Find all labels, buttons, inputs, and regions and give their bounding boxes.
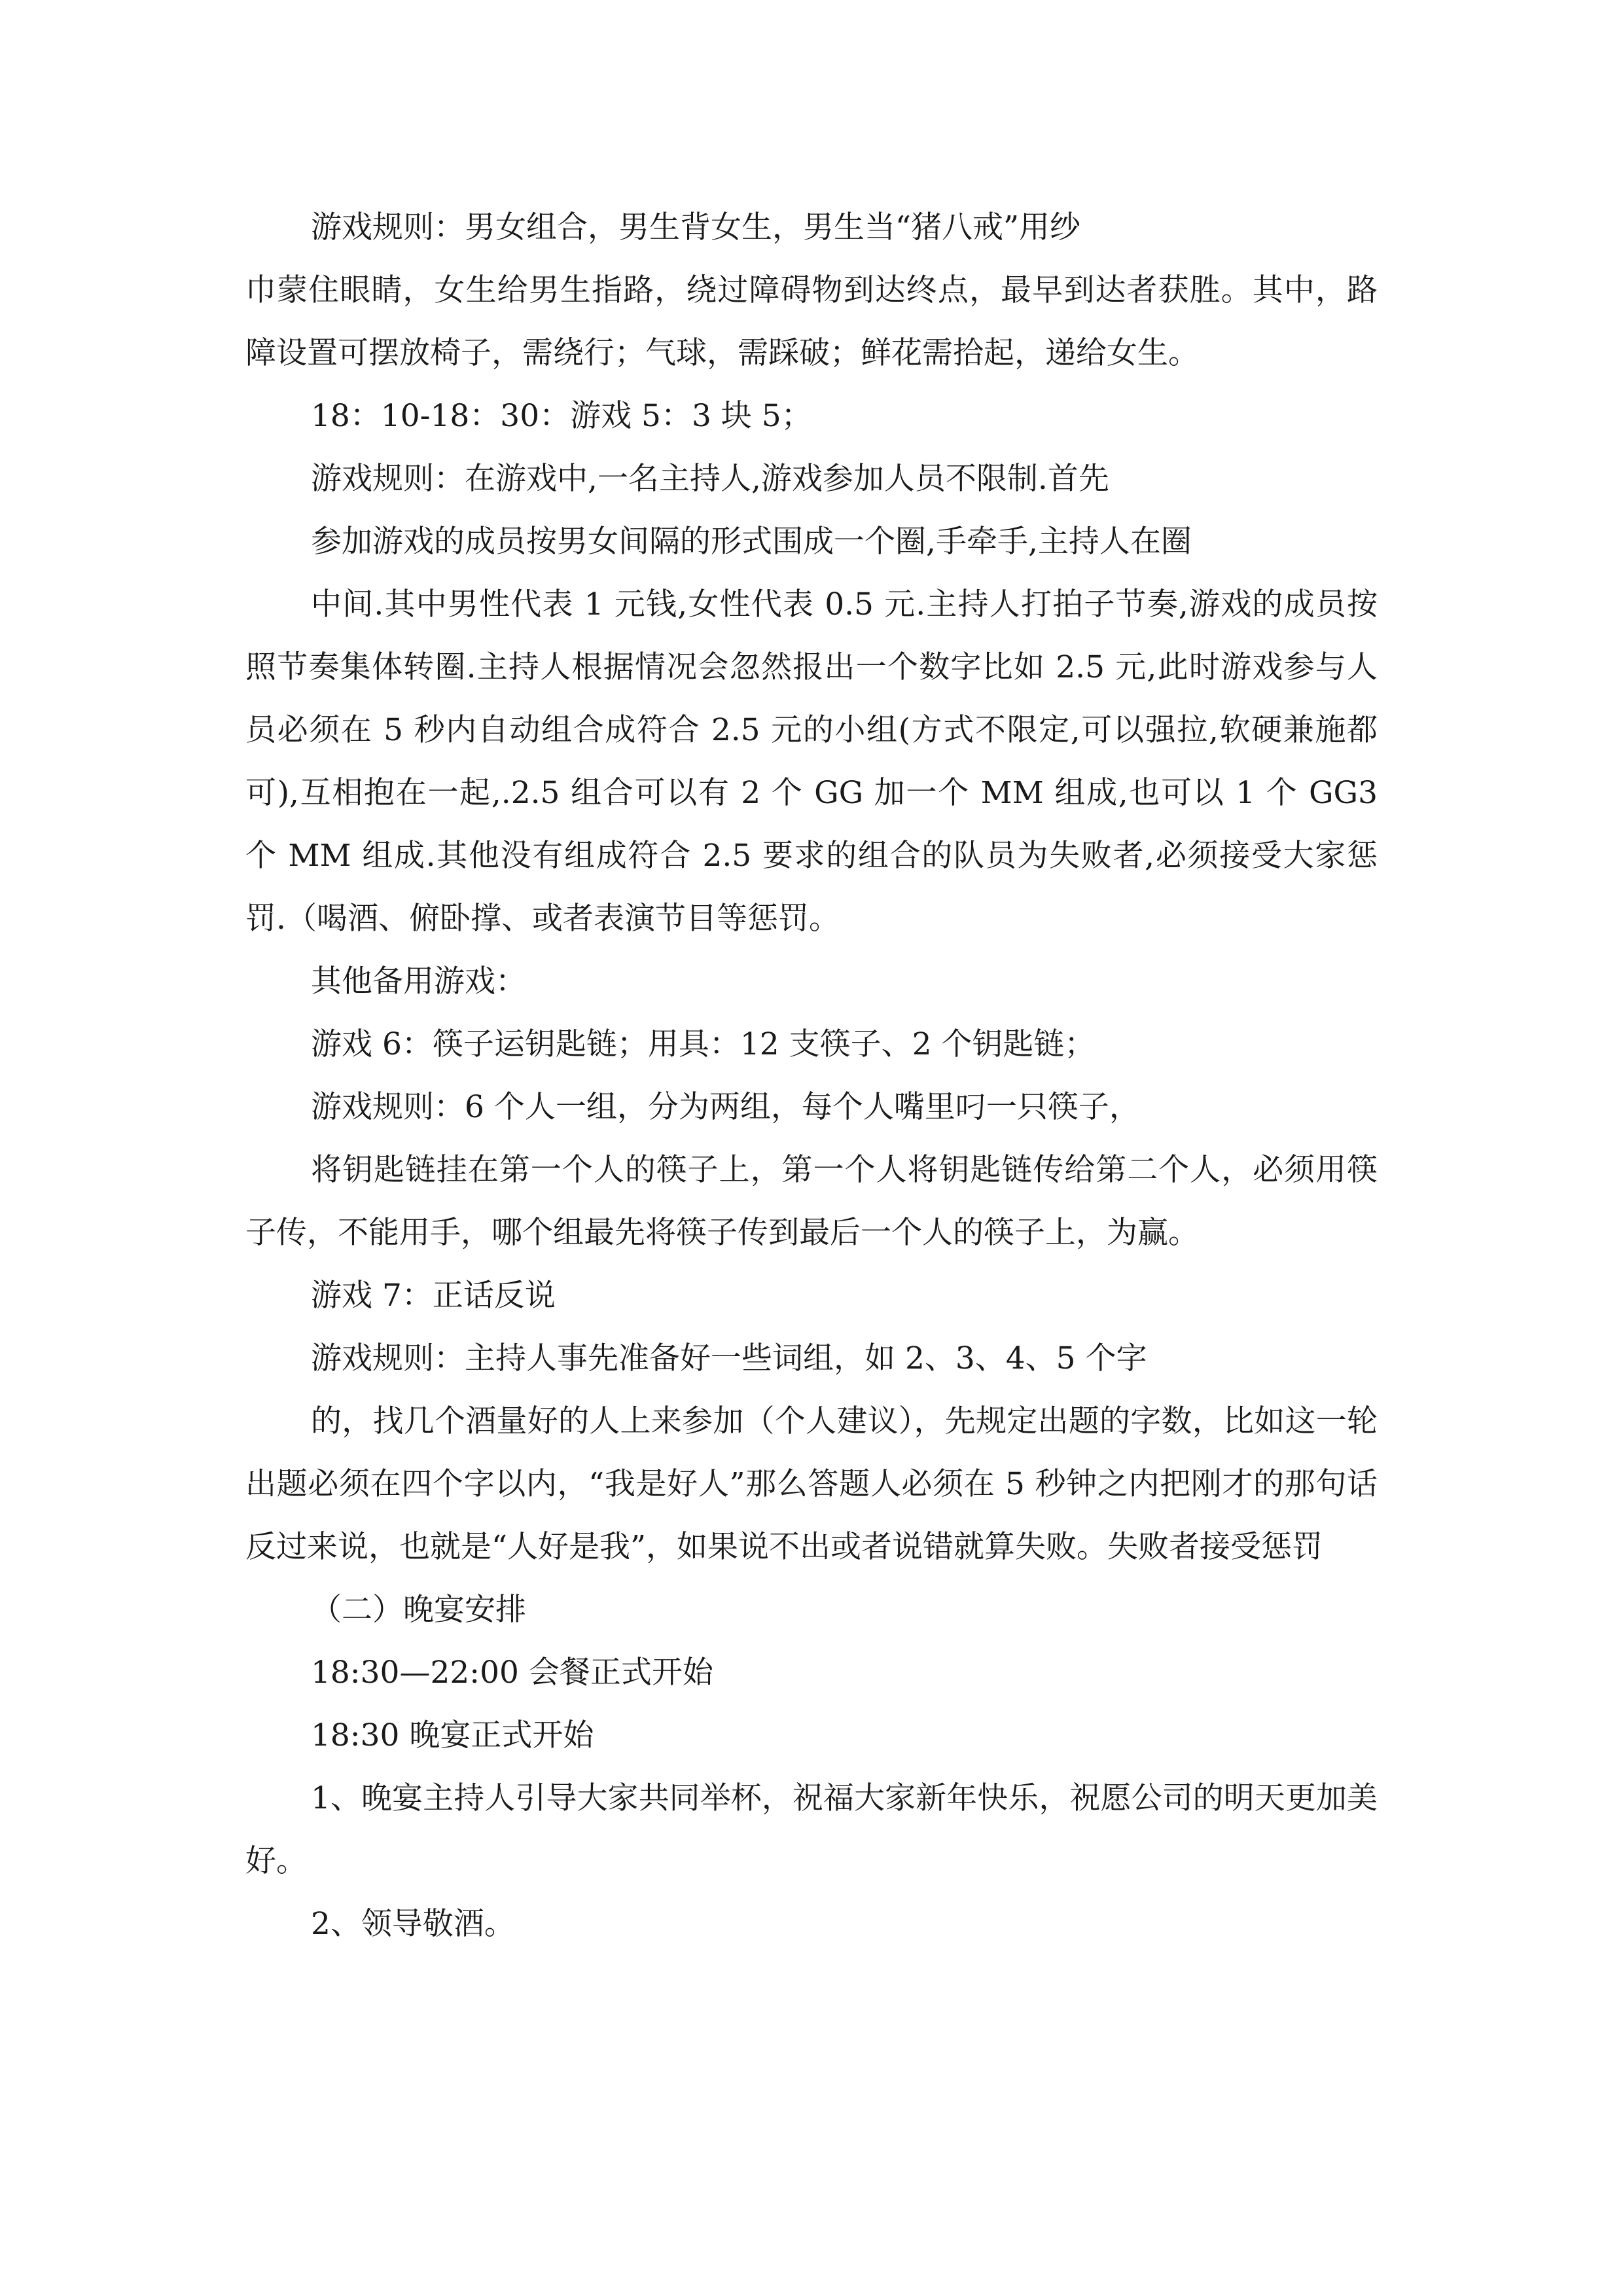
paragraph: 18:30 晚宴正式开始	[311, 1717, 594, 1753]
document-body	[245, 196, 1378, 1956]
paragraph: 游戏规则：男女组合，男生背女生，男生当“猪八戒”用纱	[311, 209, 1081, 245]
paragraph: 游戏 6：筷子运钥匙链；用具：12 支筷子、2 个钥匙链；	[311, 1026, 1096, 1062]
paragraph: 游戏规则：主持人事先准备好一些词组，如 2、3、4、5 个字	[311, 1340, 1147, 1376]
paragraph: 其他备用游戏：	[311, 963, 526, 999]
section-heading: （二）晚宴安排	[311, 1592, 526, 1628]
paragraph: 将钥匙链挂在第一个人的筷子上，第一个人将钥匙链传给第二个人，必须用筷子传，不能用手，哪个组最先将筷子传到最后一个人的筷子上，为赢。	[245, 1152, 1378, 1251]
paragraph: 巾蒙住眼睛，女生给男生指路，绕过障碍物到达终点，最早到达者获胜。其中，路障设置可摆放椅子，需绕行；气球，需踩破；鲜花需拾起，递给女生。	[245, 272, 1378, 371]
paragraph: 参加游戏的成员按男女间隔的形式围成一个圈,手牵手,主持人在圈	[311, 524, 1192, 560]
paragraph: 18：10-18：30：游戏 5：3 块 5；	[311, 398, 812, 434]
paragraph: 的，找几个酒量好的人上来参加（个人建议），先规定出题的字数，比如这一轮出题必须在四个字以内，“我是好人”那么答题人必须在 5 秒钟之内把刚才的那句话反过来说，也就是“人好是我”，如果说不出或者说错就算失败。失败者接受惩罚	[245, 1403, 1378, 1565]
paragraph: 2、领导敬酒。	[311, 1906, 515, 1942]
paragraph: 1、晚宴主持人引导大家共同举杯，祝福大家新年快乐，祝愿公司的明天更加美好。	[245, 1780, 1378, 1879]
paragraph: 游戏规则：在游戏中,一名主持人,游戏参加人员不限制.首先	[311, 461, 1109, 497]
paragraph: 18:30—22:00 会餐正式开始	[311, 1655, 713, 1691]
paragraph: 游戏规则：6 个人一组，分为两组，每个人嘴里叼一只筷子，	[311, 1089, 1140, 1125]
paragraph: 游戏 7：正话反说	[311, 1278, 556, 1314]
paragraph: 中间.其中男性代表 1 元钱,女性代表 0.5 元.主持人打拍子节奏,游戏的成员按照节奏集体转圈.主持人根据情况会忽然报出一个数字比如 2.5 元,此时游戏参与人员必须在 5 秒内自动组合成符合 2.5 元的小组(方式不限定,可以强拉,软硬兼施都可),互相抱在一起,.2.5 组合可以有 2 个 GG 加一个 MM 组成,也可以 1 个 GG3 个 MM 组成.其他没有组成符合 2.5 要求的组合的队员为失败者,必须接受大家惩罚.（喝酒、俯卧撑、或者表演节目等惩罚。	[245, 586, 1378, 937]
